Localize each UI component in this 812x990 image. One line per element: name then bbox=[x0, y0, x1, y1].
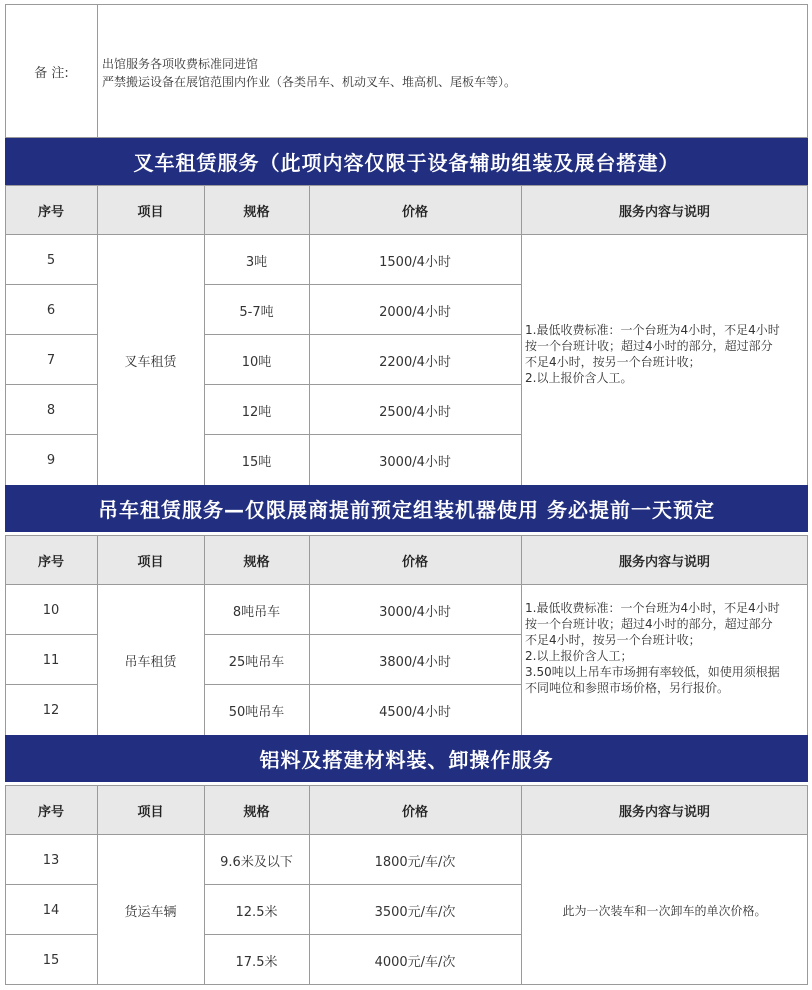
row-no: 5 bbox=[46, 252, 56, 268]
header-description: 服务内容与说明 bbox=[618, 204, 710, 220]
row-no: 11 bbox=[42, 652, 60, 668]
section-banner-forklift: 叉车租赁服务（此项内容仅限于设备辅助组装及展台搭建） bbox=[5, 138, 808, 185]
row-no: 12 bbox=[42, 702, 60, 718]
row-no: 10 bbox=[42, 602, 60, 618]
header-item: 项目 bbox=[137, 204, 164, 220]
row-spec: 10吨 bbox=[241, 354, 272, 370]
description-line: 1.最低收费标准：一个台班为4小时，不足4小时 bbox=[525, 601, 780, 615]
row-price: 3500元/车/次 bbox=[374, 904, 456, 920]
row-price: 4500/4小时 bbox=[379, 704, 451, 720]
row-price: 2200/4小时 bbox=[379, 354, 451, 370]
description-line: 不足4小时，按另一个台班计收； bbox=[525, 355, 701, 369]
description-line: 按一个台班计收；超过4小时的部分，超过部分 bbox=[525, 339, 773, 353]
row-spec: 12吨 bbox=[241, 404, 272, 420]
item-name-crane: 吊车租赁 bbox=[124, 654, 177, 670]
remarks-line: 严禁搬运设备在展馆范围内作业（各类吊车、机动叉车、堆高机、尾板车等）。 bbox=[102, 75, 517, 89]
row-spec: 25吨吊车 bbox=[228, 654, 285, 670]
row-no: 13 bbox=[42, 852, 60, 868]
header-item: 项目 bbox=[137, 554, 164, 570]
description-line: 不足4小时，按另一个台班计收； bbox=[525, 633, 701, 647]
header-spec: 规格 bbox=[243, 554, 270, 570]
row-price: 2000/4小时 bbox=[379, 304, 451, 320]
header-spec: 规格 bbox=[243, 804, 270, 820]
remarks-label: 备 注: bbox=[34, 65, 69, 81]
section-banner-crane: 吊车租赁服务—仅限展商提前预定组装机器使用 务必提前一天预定 bbox=[5, 485, 808, 532]
header-spec: 规格 bbox=[243, 204, 270, 220]
row-price: 4000元/车/次 bbox=[374, 954, 456, 970]
header-description: 服务内容与说明 bbox=[618, 804, 710, 820]
item-name-forklift: 叉车租赁 bbox=[124, 354, 177, 370]
row-no: 15 bbox=[42, 952, 60, 968]
row-spec: 9.6米及以下 bbox=[220, 854, 293, 870]
header-no: 序号 bbox=[37, 204, 64, 220]
row-spec: 15吨 bbox=[241, 454, 272, 470]
header-no: 序号 bbox=[37, 804, 64, 820]
description-line: 不同吨位和参照市场价格，另行报价。 bbox=[525, 681, 730, 695]
header-price: 价格 bbox=[401, 204, 428, 220]
row-no: 8 bbox=[46, 402, 56, 418]
row-spec: 3吨 bbox=[245, 254, 268, 270]
row-spec: 5-7吨 bbox=[239, 304, 274, 320]
row-no: 14 bbox=[42, 902, 60, 918]
row-no: 9 bbox=[46, 452, 56, 468]
row-spec: 12.5米 bbox=[235, 904, 278, 920]
row-spec: 50吨吊车 bbox=[228, 704, 285, 720]
header-item: 项目 bbox=[137, 804, 164, 820]
row-price: 3000/4小时 bbox=[379, 604, 451, 620]
remarks-label-cell bbox=[6, 5, 98, 137]
description-line: 2.以上报价含人工。 bbox=[525, 371, 633, 385]
description-truck bbox=[521, 835, 808, 985]
remarks-line: 出馆服务各项收费标准同进馆 bbox=[102, 57, 259, 71]
description-forklift bbox=[521, 322, 808, 386]
row-spec: 8吨吊车 bbox=[232, 604, 281, 620]
section-banner-loading: 铝料及搭建材料装、卸操作服务 bbox=[5, 735, 808, 782]
row-no: 6 bbox=[46, 302, 56, 318]
item-name-truck: 货运车辆 bbox=[124, 904, 177, 920]
description-crane bbox=[521, 600, 808, 696]
description-line: 1.最低收费标准：一个台班为4小时，不足4小时 bbox=[525, 323, 780, 337]
description-line: 3.50吨以上吊车市场拥有率较低，如使用须根据 bbox=[525, 665, 780, 679]
row-no: 7 bbox=[46, 352, 56, 368]
row-price: 3000/4小时 bbox=[379, 454, 451, 470]
row-price: 1500/4小时 bbox=[379, 254, 451, 270]
remarks-block bbox=[5, 4, 808, 138]
header-price: 价格 bbox=[401, 804, 428, 820]
header-no: 序号 bbox=[37, 554, 64, 570]
row-spec: 17.5米 bbox=[235, 954, 278, 970]
description-line: 按一个台班计收；超过4小时的部分，超过部分 bbox=[525, 617, 773, 631]
remarks-content bbox=[102, 55, 516, 91]
row-price: 2500/4小时 bbox=[379, 404, 451, 420]
description-line: 此为一次装车和一次卸车的单次价格。 bbox=[562, 903, 767, 918]
header-description: 服务内容与说明 bbox=[618, 554, 710, 570]
header-price: 价格 bbox=[401, 554, 428, 570]
row-price: 1800元/车/次 bbox=[374, 854, 456, 870]
description-line: 2.以上报价含人工； bbox=[525, 649, 633, 663]
row-price: 3800/4小时 bbox=[379, 654, 451, 670]
